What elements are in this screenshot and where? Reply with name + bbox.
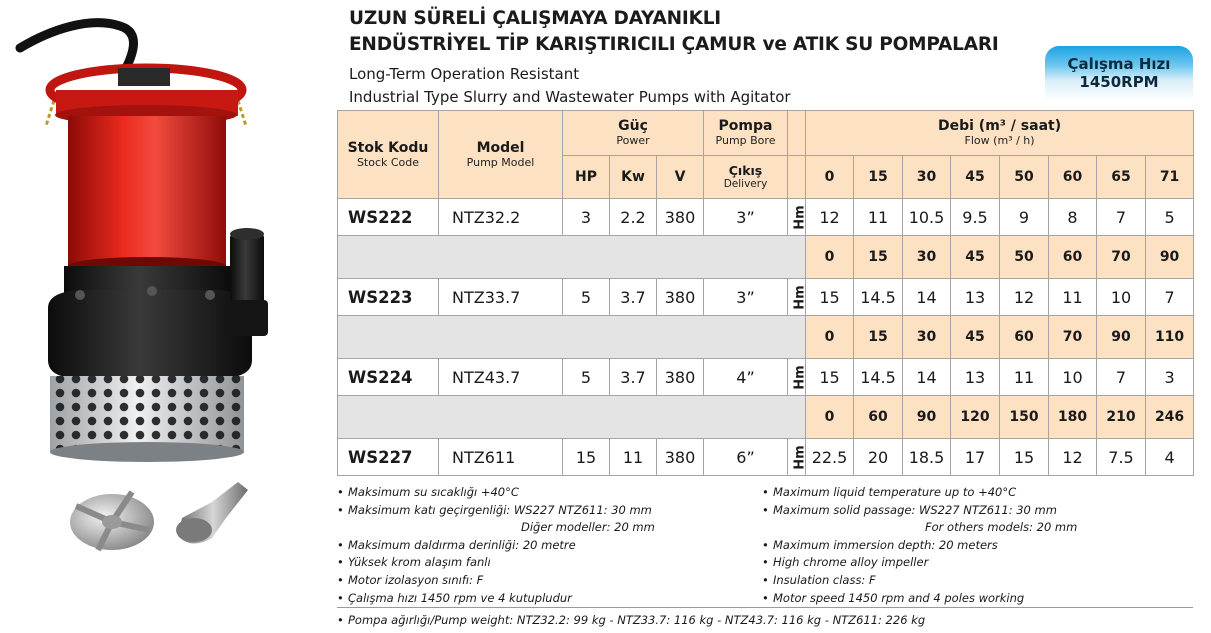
speed-badge-label: Çalışma Hızı (1067, 55, 1171, 73)
pump-spec-table (337, 110, 1194, 476)
kw-cell: 3.7 (610, 359, 657, 396)
note-item: • Motor izolasyon sınıfı: F (337, 572, 757, 590)
head-cell: 10 (1097, 279, 1146, 316)
note-item: • Yüksek krom alaşım fanlı (337, 554, 757, 572)
kw-cell: 2.2 (610, 199, 657, 236)
head-cell: 15 (1000, 439, 1049, 476)
flow-cell: 50 (1000, 156, 1049, 199)
head-cell: 11 (1049, 279, 1097, 316)
impeller-parts-image (62, 478, 252, 558)
flow-cell: 50 (1000, 236, 1049, 279)
flow-row-spacer (338, 236, 806, 279)
flow-row-spacer (338, 396, 806, 439)
flow-cell: 65 (1097, 156, 1146, 199)
flow-cell: 0 (806, 156, 854, 199)
flow-cell: 90 (903, 396, 951, 439)
hm-label: Hm (788, 439, 806, 476)
stock-code-cell: WS227 (338, 439, 439, 476)
head-cell: 15 (806, 359, 854, 396)
head-cell: 8 (1049, 199, 1097, 236)
delivery-header: Çıkış Delivery (704, 156, 788, 199)
flow-cell: 110 (1146, 316, 1194, 359)
note-item: • Motor speed 1450 rpm and 4 poles working (762, 590, 1192, 608)
head-cell: 7.5 (1097, 439, 1146, 476)
volt-cell: 380 (657, 279, 704, 316)
head-cell: 12 (1000, 279, 1049, 316)
head-cell: 14 (903, 279, 951, 316)
flow-cell: 45 (951, 316, 1000, 359)
head-cell: 15 (806, 279, 854, 316)
hm-label: Hm (788, 279, 806, 316)
head-cell: 11 (1000, 359, 1049, 396)
hp-cell: 5 (563, 279, 610, 316)
stock-code-cell: WS224 (338, 359, 439, 396)
table-row (338, 279, 1194, 316)
delivery-cell: 3” (704, 199, 788, 236)
delivery-cell: 4” (704, 359, 788, 396)
flow-cell: 70 (1097, 236, 1146, 279)
volt-header: V (657, 156, 704, 199)
table-row (338, 439, 1194, 476)
hm-header-spacer (788, 156, 806, 199)
model-cell: NTZ33.7 (439, 279, 563, 316)
head-cell: 9 (1000, 199, 1049, 236)
flow-row-spacer (338, 316, 806, 359)
head-cell: 13 (951, 279, 1000, 316)
title-english-line-2: Industrial Type Slurry and Wastewater Pumps with Agitator (349, 88, 791, 106)
pump-bore-header: Pompa Pump Bore (704, 111, 788, 156)
table-header-row-1 (338, 111, 1194, 156)
head-cell: 7 (1097, 199, 1146, 236)
flow-cell: 90 (1146, 236, 1194, 279)
operating-speed-badge (1045, 46, 1193, 101)
flow-header: Debi (m³ / saat) Flow (m³ / h) (806, 111, 1194, 156)
flow-cell: 0 (806, 316, 854, 359)
note-item: • Çalışma hızı 1450 rpm ve 4 kutupludur (337, 590, 757, 608)
flow-cell: 90 (1097, 316, 1146, 359)
flow-row (338, 316, 1194, 359)
submersible-pump-image (20, 8, 275, 468)
title-turkish-line-2: ENDÜSTRİYEL TİP KARIŞTIRICILI ÇAMUR ve ATIK SU POMPALARI (349, 34, 999, 55)
hp-header: HP (563, 156, 610, 199)
flow-cell: 71 (1146, 156, 1194, 199)
hp-cell: 5 (563, 359, 610, 396)
title-english-line-1: Long-Term Operation Resistant (349, 65, 580, 83)
flow-cell: 45 (951, 156, 1000, 199)
notes-turkish (337, 484, 757, 607)
model-cell: NTZ43.7 (439, 359, 563, 396)
note-item-continuation: For others models: 20 mm (925, 520, 1078, 535)
head-cell: 10 (1049, 359, 1097, 396)
volt-cell: 380 (657, 199, 704, 236)
delivery-cell: 3” (704, 279, 788, 316)
flow-cell: 30 (903, 236, 951, 279)
delivery-cell: 6” (704, 439, 788, 476)
kw-header: Kw (610, 156, 657, 199)
head-cell: 13 (951, 359, 1000, 396)
flow-row (338, 396, 1194, 439)
page-heading (349, 6, 1049, 109)
head-cell: 11 (854, 199, 903, 236)
kw-cell: 3.7 (610, 279, 657, 316)
flow-cell: 60 (1049, 156, 1097, 199)
notes-divider (337, 607, 1193, 608)
head-cell: 9.5 (951, 199, 1000, 236)
note-item: • Maksimum daldırma derinliği: 20 metre (337, 537, 757, 555)
flow-cell: 0 (806, 236, 854, 279)
hp-cell: 15 (563, 439, 610, 476)
flow-cell: 15 (854, 156, 903, 199)
volt-cell: 380 (657, 439, 704, 476)
note-item: • Maksimum katı geçirgenliği: WS227 NTZ611: 30 mm (337, 502, 757, 520)
note-item: • High chrome alloy impeller (762, 554, 1192, 572)
flow-cell: 150 (1000, 396, 1049, 439)
hm-header-spacer (788, 111, 806, 156)
stock-code-cell: WS223 (338, 279, 439, 316)
flow-cell: 60 (1049, 236, 1097, 279)
head-cell: 3 (1146, 359, 1194, 396)
table-row (338, 199, 1194, 236)
kw-cell: 11 (610, 439, 657, 476)
flow-cell: 45 (951, 236, 1000, 279)
head-cell: 14 (903, 359, 951, 396)
flow-cell: 60 (1000, 316, 1049, 359)
model-cell: NTZ611 (439, 439, 563, 476)
flow-cell: 0 (806, 396, 854, 439)
flow-cell: 15 (854, 316, 903, 359)
volt-cell: 380 (657, 359, 704, 396)
stock-code-cell: WS222 (338, 199, 439, 236)
hm-label: Hm (788, 199, 806, 236)
hm-label: Hm (788, 359, 806, 396)
head-cell: 18.5 (903, 439, 951, 476)
note-item: • Maksimum su sıcaklığı +40°C (337, 484, 757, 502)
head-cell: 14.5 (854, 279, 903, 316)
table-row (338, 359, 1194, 396)
head-cell: 12 (806, 199, 854, 236)
model-header: Model Pump Model (439, 111, 563, 199)
note-item: • Insulation class: F (762, 572, 1192, 590)
head-cell: 10.5 (903, 199, 951, 236)
note-item: • Maximum immersion depth: 20 meters (762, 537, 1192, 555)
flow-cell: 30 (903, 316, 951, 359)
flow-cell: 120 (951, 396, 1000, 439)
flow-cell: 60 (854, 396, 903, 439)
notes-english (762, 484, 1192, 607)
speed-badge-value: 1450RPM (1079, 73, 1159, 91)
power-header: Güç Power (563, 111, 704, 156)
note-item: • Maximum liquid temperature up to +40°C (762, 484, 1192, 502)
flow-cell: 70 (1049, 316, 1097, 359)
head-cell: 20 (854, 439, 903, 476)
model-cell: NTZ32.2 (439, 199, 563, 236)
flow-cell: 180 (1049, 396, 1097, 439)
flow-cell: 30 (903, 156, 951, 199)
head-cell: 4 (1146, 439, 1194, 476)
stock-code-header: Stok Kodu Stock Code (338, 111, 439, 199)
pump-weight-note: • Pompa ağırlığı/Pump weight: NTZ32.2: 99 kg - NTZ33.7: 116 kg - NTZ43.7: 116 kg - NTZ611: 226 kg (337, 612, 925, 629)
note-item: • Maximum solid passage: WS227 NTZ611: 30 mm (762, 502, 1192, 520)
head-cell: 12 (1049, 439, 1097, 476)
head-cell: 14.5 (854, 359, 903, 396)
note-item-continuation: Diğer modeller: 20 mm (521, 520, 655, 535)
head-cell: 5 (1146, 199, 1194, 236)
flow-row (338, 236, 1194, 279)
flow-cell: 246 (1146, 396, 1194, 439)
head-cell: 22.5 (806, 439, 854, 476)
head-cell: 17 (951, 439, 1000, 476)
head-cell: 7 (1097, 359, 1146, 396)
hp-cell: 3 (563, 199, 610, 236)
title-turkish-line-1: UZUN SÜRELİ ÇALIŞMAYA DAYANIKLI (349, 8, 721, 29)
flow-cell: 15 (854, 236, 903, 279)
flow-cell: 210 (1097, 396, 1146, 439)
head-cell: 7 (1146, 279, 1194, 316)
